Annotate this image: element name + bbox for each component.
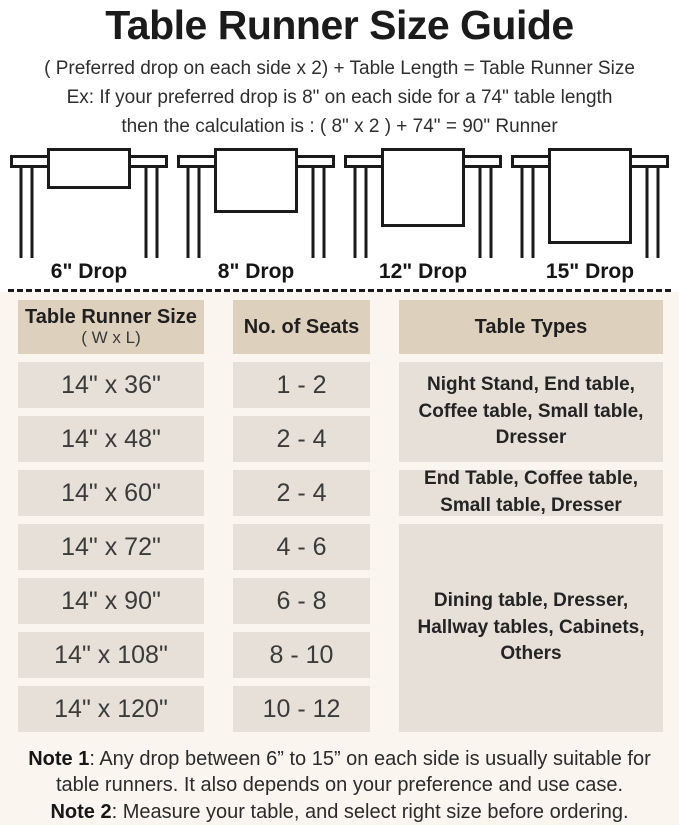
table-with-runner-drawing [173, 146, 339, 258]
note-1-label: Note 1 [28, 748, 90, 770]
drop-labels-row [0, 260, 679, 284]
size-guide-table-section [0, 292, 679, 744]
table-runner-figure-15in [507, 146, 673, 258]
table-runner-figure-6in [6, 146, 172, 258]
note-1 [10, 746, 669, 799]
table-with-runner-drawing [340, 146, 506, 258]
drop-label-6in: 6" Drop [50, 260, 128, 283]
seats-cell: 1 - 2 [233, 362, 370, 408]
column-header-runner-size [18, 300, 204, 354]
column-header-table-types-label: Table Types [474, 315, 588, 338]
size-cell: 14" x 48" [18, 416, 204, 462]
table-with-runner-drawing [6, 146, 172, 258]
table-types-cell-large-tables: Dining table, Dresser, Hallway tables, Cabinets, Others [399, 524, 663, 732]
runner-drop-rect [550, 150, 631, 243]
note-2 [10, 799, 669, 825]
page-title: Table Runner Size Guide [105, 2, 574, 48]
seats-cell: 8 - 10 [233, 632, 370, 678]
notes-section [0, 744, 679, 825]
table-types-cell-small-tables: Night Stand, End table, Coffee table, Small table, Dresser [399, 362, 663, 462]
note-1-text: : Any drop between 6” to 15” on each side is usually suitable for table runners. It also depends on your preference and use case. [55, 748, 651, 797]
runner-drop-rect [49, 150, 130, 188]
drop-label-8in: 8" Drop [217, 260, 295, 283]
formula-text: ( Preferred drop on each side x 2) + Table Length = Table Runner Size [44, 58, 635, 79]
column-header-runner-size-title: Table Runner Size [25, 306, 197, 329]
seats-cell: 10 - 12 [233, 686, 370, 732]
seats-cell: 2 - 4 [233, 416, 370, 462]
column-header-table-types [399, 300, 663, 354]
size-cell: 14" x 90" [18, 578, 204, 624]
seats-cell: 2 - 4 [233, 470, 370, 516]
size-cell: 14" x 36" [18, 362, 204, 408]
note-2-label: Note 2 [50, 800, 112, 823]
column-header-runner-size-subtitle: ( W x L) [81, 328, 141, 348]
runner-drop-rect [216, 150, 297, 212]
size-cell: 14" x 60" [18, 470, 204, 516]
note-2-text: : Measure your table, and select right size before ordering. [111, 800, 629, 823]
drop-label-15in: 15" Drop [545, 260, 635, 283]
size-guide-table [18, 300, 663, 732]
size-cell: 14" x 72" [18, 524, 204, 570]
table-types-cell-medium-tables: End Table, Coffee table, Small table, Dresser [399, 470, 663, 516]
example-line-2: then the calculation is : ( 8" x 2 ) + 74" = 90" Runner [121, 116, 558, 137]
table-with-runner-drawing [507, 146, 673, 258]
example-line-1: Ex: If your preferred drop is 8" on each side for a 74" table length [66, 87, 613, 108]
column-header-seats-label: No. of Seats [243, 315, 360, 338]
seats-cell: 4 - 6 [233, 524, 370, 570]
column-header-seats [233, 300, 370, 354]
table-runner-figure-12in [340, 146, 506, 258]
drop-label-12in: 12" Drop [378, 260, 468, 283]
table-runner-figure-8in [173, 146, 339, 258]
size-cell: 14" x 108" [18, 632, 204, 678]
size-cell: 14" x 120" [18, 686, 204, 732]
seats-cell: 6 - 8 [233, 578, 370, 624]
drop-figures-row [0, 146, 679, 258]
runner-drop-rect [383, 150, 464, 226]
header-section [0, 0, 679, 138]
